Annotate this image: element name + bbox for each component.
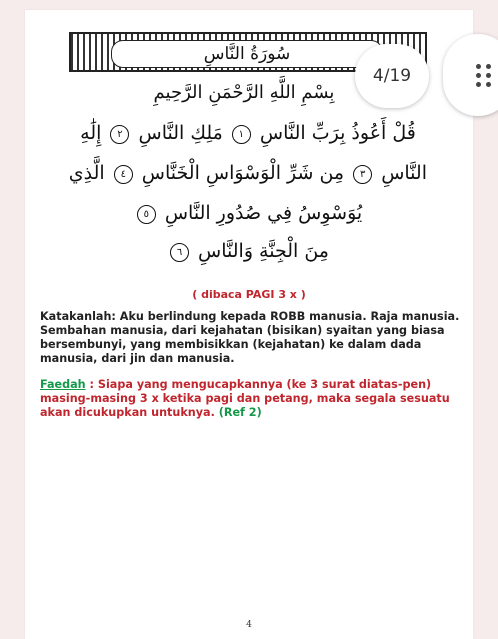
vertical-dots-icon [476,64,496,88]
ayah-line-4: مِنَ الْجِنَّةِ وَالنَّاسِ ٦ [69,240,427,262]
ayah-marker: ٥ [137,205,156,224]
faedah-ref: (Ref 2) [218,406,262,419]
ayah-marker: ٤ [114,165,133,184]
ayah-marker: ٦ [170,243,189,262]
recite-note: ( dibaca PAGI 3 x ) [192,288,306,301]
page-indicator-text: 4/19 [372,66,412,86]
ayah-marker: ١ [232,125,251,144]
ayah-line-3: يُوَسْوِسُ فِي صُدُورِ النَّاسِ ٥ [69,202,427,224]
ayah-line-2: النَّاسِ ٣ مِن شَرِّ الْوَسْوَاسِ الْخَنَّاسِ ٤ الَّذِي [68,162,427,184]
translation-text: Katakanlah: Aku berlindung kepada ROBB manusia. Raja manusia. Sembahan manusia, dari kejahatan (bisikan) syaitan yang biasa bersembunyi, yang membisikkan (kejahatan) ke dalam dada manusia, dari jin dan manusia. [40,310,460,365]
page-indicator [355,44,429,108]
ayah-marker: ٣ [353,165,372,184]
ayah-marker: ٢ [110,125,129,144]
surah-name: سُورَةُ النَّاسِ [203,44,291,64]
ayah-line-1: قُلْ أَعُوذُ بِرَبِّ النَّاسِ ١ مَلِكِ النَّاسِ ٢ إِلَٰهِ [80,122,416,144]
menu-button[interactable] [443,34,498,116]
faedah-label: Faedah [40,378,86,391]
faedah-paragraph [40,378,460,420]
page-number: 4 [246,620,252,630]
basmala: بِسْمِ اللَّهِ الرَّحْمَنِ الرَّحِيمِ [153,82,335,103]
faedah-text: : Siapa yang mengucapkannya (ke 3 surat diatas-pen) masing-masing 3 x ketika pagi dan petang, maka segala sesuatu akan dicukupkan untuknya. [40,378,450,419]
